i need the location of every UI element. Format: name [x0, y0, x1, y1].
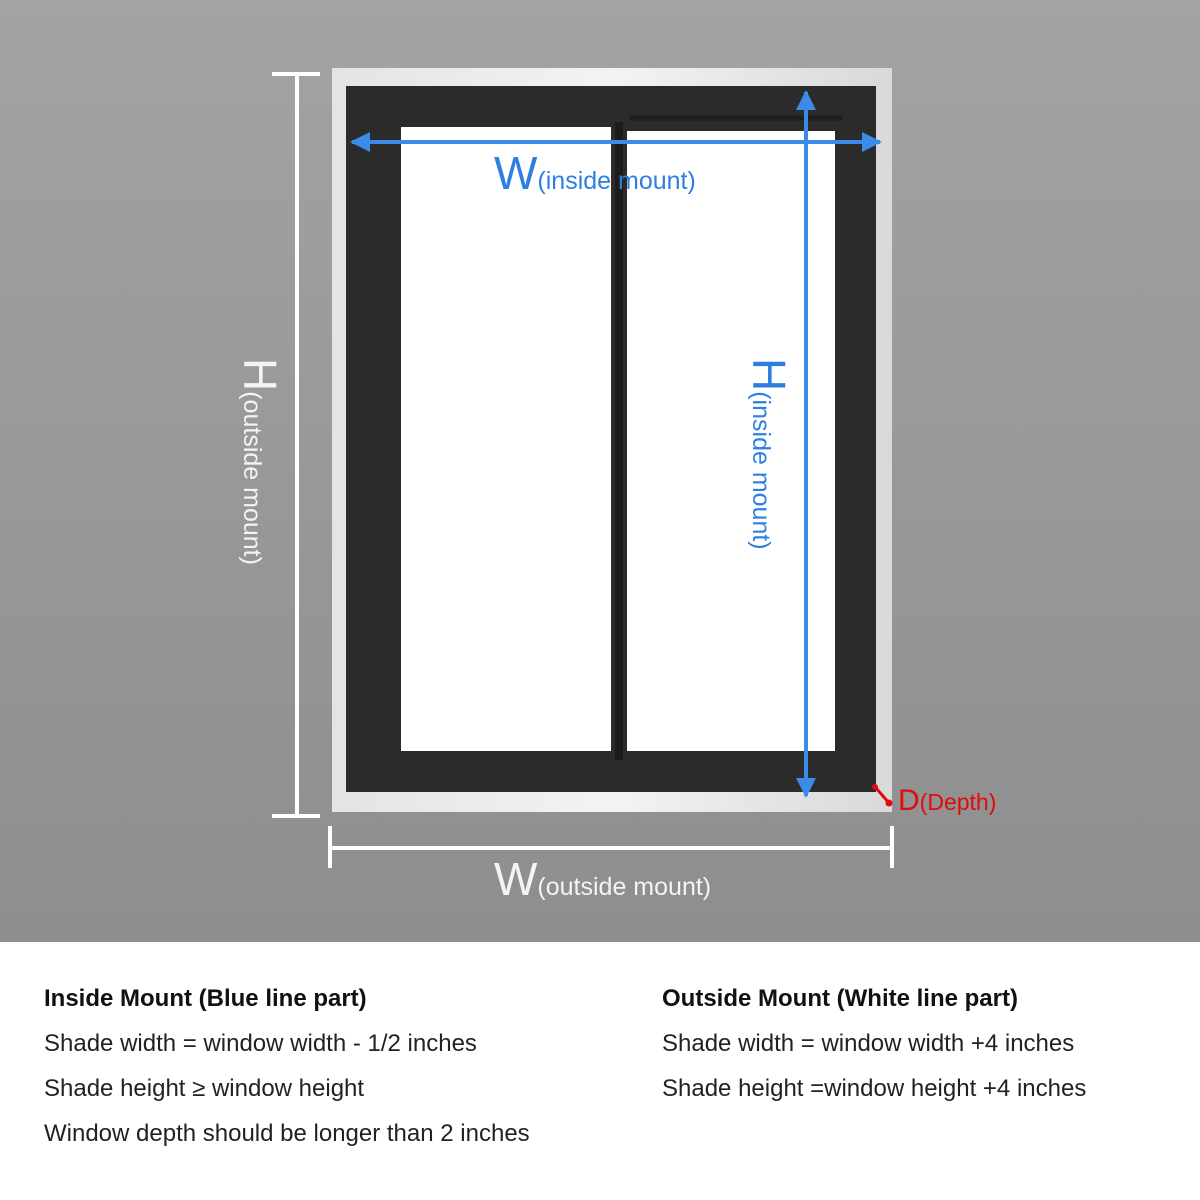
depth-text: (Depth)	[919, 789, 997, 815]
outside-height-letter: H	[234, 358, 286, 392]
inside-mount-line-2: Shade height ≥ window height	[44, 1075, 365, 1102]
outside-mount-notes	[662, 984, 1086, 1119]
inside-mount-title: Inside Mount (Blue line part)	[44, 985, 367, 1012]
inside-mount-line-1: Shade width = window width - 1/2 inches	[44, 1030, 477, 1057]
outside-mount-title: Outside Mount (White line part)	[662, 985, 1018, 1012]
inside-width-label	[494, 147, 696, 199]
depth-label	[898, 786, 996, 816]
outside-mount-line-1: Shade width = window width +4 inches	[662, 1030, 1075, 1057]
outside-width-letter: W	[494, 853, 538, 905]
outside-mount-line-2: Shade height =window height +4 inches	[662, 1075, 1087, 1102]
inside-width-letter: W	[494, 147, 538, 199]
inside-height-text: (inside mount)	[747, 391, 775, 550]
inside-height-letter: H	[743, 358, 795, 392]
outside-width-text: (outside mount)	[537, 873, 712, 901]
outside-width-label	[494, 853, 712, 905]
left-glass-pane	[401, 127, 611, 751]
outside-height-text: (outside mount)	[238, 391, 266, 565]
mount-instructions	[0, 942, 1200, 1200]
depth-letter: D	[898, 784, 920, 817]
outside-height-label	[234, 358, 286, 565]
inside-height-label	[743, 358, 795, 550]
inside-width-text: (inside mount)	[537, 167, 696, 195]
inside-mount-line-3: Window depth should be longer than 2 inches	[44, 1120, 530, 1147]
inside-mount-notes	[44, 984, 530, 1164]
right-glass-pane	[627, 131, 835, 751]
